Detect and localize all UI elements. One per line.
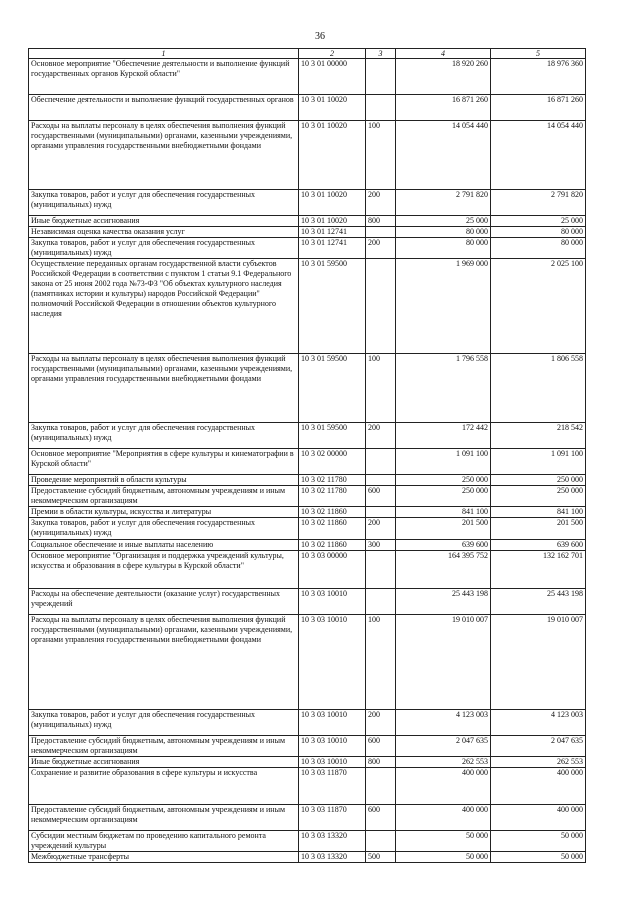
row-value-1: 2 047 635 [396,736,491,757]
row-expense-type: 600 [366,805,396,831]
row-code: 10 3 01 12741 [299,227,366,238]
row-name: Проведение мероприятий в области культуры [29,475,299,486]
row-expense-type [366,831,396,852]
table-row [29,540,586,551]
row-expense-type: 200 [366,238,396,259]
row-value-1: 172 442 [396,423,491,449]
page-number: 36 [315,31,325,42]
row-value-1: 14 054 440 [396,121,491,190]
row-expense-type [366,507,396,518]
row-value-2: 250 000 [491,475,586,486]
row-value-1: 50 000 [396,852,491,863]
row-value-1: 1 969 000 [396,259,491,354]
row-value-2: 2 025 100 [491,259,586,354]
row-expense-type: 100 [366,354,396,423]
row-name: Обеспечение деятельности и выполнение функций государственных органов [29,95,299,121]
row-expense-type: 800 [366,757,396,768]
table-row [29,354,586,423]
row-value-2: 25 443 198 [491,589,586,615]
row-name: Предоставление субсидий бюджетным, автономным учреждениям и иным некоммерческим организациям [29,486,299,507]
row-code: 10 3 03 10010 [299,757,366,768]
row-code: 10 3 02 11860 [299,518,366,540]
row-name: Социальное обеспечение и иные выплаты населению [29,540,299,551]
row-code: 10 3 01 00000 [299,59,366,95]
row-name: Субсидии местным бюджетам по проведению капитального ремонта учреждений культуры [29,831,299,852]
table-row [29,551,586,589]
row-name: Осуществление переданных органам государственной власти субъектов Российской Федерации в соответствии с пунктом 1 статьи 9.1 Федерального закона от 25 июня 2002 года №73-ФЗ "Об объектах культурного наследия (памятниках истории и культуры) народов Российской Федерации" полномочий Российской Федерации в отношении объектов культурного наследия [29,259,299,354]
row-expense-type: 600 [366,486,396,507]
row-value-2: 4 123 003 [491,710,586,736]
row-value-1: 400 000 [396,805,491,831]
table-row [29,736,586,757]
row-value-1: 1 796 558 [396,354,491,423]
row-expense-type [366,227,396,238]
row-value-1: 250 000 [396,486,491,507]
table-row [29,486,586,507]
row-code: 10 3 02 11780 [299,475,366,486]
row-value-1: 639 600 [396,540,491,551]
budget-table [28,48,586,863]
row-name: Независимая оценка качества оказания услуг [29,227,299,238]
row-code: 10 3 03 13320 [299,852,366,863]
table-row [29,831,586,852]
row-value-2: 132 162 701 [491,551,586,589]
row-value-2: 80 000 [491,238,586,259]
row-value-2: 639 600 [491,540,586,551]
row-value-2: 250 000 [491,486,586,507]
row-code: 10 3 03 10010 [299,710,366,736]
row-name: Иные бюджетные ассигнования [29,216,299,227]
row-value-2: 1 806 558 [491,354,586,423]
table-row [29,615,586,710]
row-value-2: 841 100 [491,507,586,518]
row-value-2: 218 542 [491,423,586,449]
row-code: 10 3 01 10020 [299,216,366,227]
row-expense-type: 200 [366,710,396,736]
row-code: 10 3 01 10020 [299,190,366,216]
row-name: Предоставление субсидий бюджетным, автономным учреждениям и иным некоммерческим организациям [29,736,299,757]
row-expense-type: 100 [366,121,396,190]
column-header-name: 1 [29,49,299,59]
table-row [29,227,586,238]
row-name: Расходы на обеспечение деятельности (оказание услуг) государственных учреждений [29,589,299,615]
table-row [29,768,586,805]
row-code: 10 3 01 10020 [299,121,366,190]
row-expense-type: 200 [366,423,396,449]
table-row [29,757,586,768]
row-value-1: 400 000 [396,768,491,805]
row-value-1: 1 091 100 [396,449,491,475]
row-value-1: 201 500 [396,518,491,540]
row-value-1: 80 000 [396,227,491,238]
table-row [29,216,586,227]
table-row [29,238,586,259]
row-value-2: 14 054 440 [491,121,586,190]
row-code: 10 3 01 59500 [299,423,366,449]
row-code: 10 3 01 10020 [299,95,366,121]
row-code: 10 3 03 11870 [299,805,366,831]
row-name: Межбюджетные трансферты [29,852,299,863]
row-name: Сохранение и развитие образования в сфере культуры и искусства [29,768,299,805]
row-value-1: 841 100 [396,507,491,518]
row-code: 10 3 03 10010 [299,589,366,615]
row-code: 10 3 02 11860 [299,540,366,551]
row-name: Премии в области культуры, искусства и литературы [29,507,299,518]
header-row [29,49,586,59]
table-row [29,449,586,475]
row-expense-type: 500 [366,852,396,863]
row-code: 10 3 03 13320 [299,831,366,852]
row-code: 10 3 01 59500 [299,354,366,423]
row-expense-type: 600 [366,736,396,757]
table-row [29,59,586,95]
row-value-1: 16 871 260 [396,95,491,121]
row-name: Предоставление субсидий бюджетным, автономным учреждениям и иным некоммерческим организациям [29,805,299,831]
row-value-1: 164 395 752 [396,551,491,589]
table-row [29,190,586,216]
table-row [29,805,586,831]
row-code: 10 3 03 10010 [299,615,366,710]
row-code: 10 3 02 11860 [299,507,366,518]
row-name: Расходы на выплаты персоналу в целях обеспечения выполнения функций государственными (муниципальными) органами, казенными учреждениями, органами управления государственными внебюджетными фондами [29,354,299,423]
row-name: Закупка товаров, работ и услуг для обеспечения государственных (муниципальных) нужд [29,710,299,736]
row-expense-type: 200 [366,518,396,540]
row-value-2: 2 047 635 [491,736,586,757]
row-value-2: 1 091 100 [491,449,586,475]
table-row [29,475,586,486]
row-name: Основное мероприятие "Организация и поддержка учреждений культуры, искусства и образования в сфере культуры в Курской области" [29,551,299,589]
row-code: 10 3 01 59500 [299,259,366,354]
row-expense-type [366,475,396,486]
row-name: Закупка товаров, работ и услуг для обеспечения государственных (муниципальных) нужд [29,238,299,259]
table-row [29,710,586,736]
row-value-2: 262 553 [491,757,586,768]
column-header-code: 2 [299,49,366,59]
row-name: Закупка товаров, работ и услуг для обеспечения государственных (муниципальных) нужд [29,190,299,216]
row-expense-type: 800 [366,216,396,227]
row-expense-type [366,449,396,475]
row-code: 10 3 03 11870 [299,768,366,805]
row-value-1: 19 010 007 [396,615,491,710]
row-value-1: 25 443 198 [396,589,491,615]
row-value-2: 80 000 [491,227,586,238]
row-expense-type [366,551,396,589]
table-row [29,518,586,540]
row-value-1: 50 000 [396,831,491,852]
row-expense-type [366,95,396,121]
row-value-1: 80 000 [396,238,491,259]
column-header-value-1: 4 [396,49,491,59]
row-value-1: 18 920 260 [396,59,491,95]
row-name: Основное мероприятие "Мероприятия в сфере культуры и кинематографии в Курской области" [29,449,299,475]
row-value-2: 50 000 [491,852,586,863]
row-expense-type [366,59,396,95]
row-value-2: 201 500 [491,518,586,540]
row-code: 10 3 02 00000 [299,449,366,475]
row-expense-type: 200 [366,190,396,216]
row-value-1: 2 791 820 [396,190,491,216]
table-row [29,95,586,121]
column-header-type: 3 [366,49,396,59]
row-value-1: 25 000 [396,216,491,227]
row-name: Закупка товаров, работ и услуг для обеспечения государственных (муниципальных) нужд [29,423,299,449]
row-value-2: 50 000 [491,831,586,852]
row-name: Расходы на выплаты персоналу в целях обеспечения выполнения функций государственными (муниципальными) органами, казенными учреждениями, органами управления государственными внебюджетными фондами [29,615,299,710]
row-expense-type: 100 [366,615,396,710]
row-value-2: 19 010 007 [491,615,586,710]
row-expense-type: 300 [366,540,396,551]
row-value-1: 262 553 [396,757,491,768]
row-expense-type [366,589,396,615]
row-name: Закупка товаров, работ и услуг для обеспечения государственных (муниципальных) нужд [29,518,299,540]
table-row [29,507,586,518]
row-code: 10 3 02 11780 [299,486,366,507]
row-value-2: 25 000 [491,216,586,227]
row-value-2: 400 000 [491,768,586,805]
row-value-2: 16 871 260 [491,95,586,121]
row-value-1: 4 123 003 [396,710,491,736]
table-row [29,852,586,863]
table-row [29,121,586,190]
row-name: Расходы на выплаты персоналу в целях обеспечения выполнения функций государственными (муниципальными) органами, казенными учреждениями, органами управления государственными внебюджетными фондами [29,121,299,190]
row-value-2: 400 000 [491,805,586,831]
row-code: 10 3 03 00000 [299,551,366,589]
row-name: Основное мероприятие "Обеспечение деятельности и выполнение функций государственных органов Курской области" [29,59,299,95]
row-value-2: 2 791 820 [491,190,586,216]
row-code: 10 3 01 12741 [299,238,366,259]
row-expense-type [366,259,396,354]
column-header-value-2: 5 [491,49,586,59]
table-row [29,589,586,615]
table-row [29,423,586,449]
row-value-1: 250 000 [396,475,491,486]
row-code: 10 3 03 10010 [299,736,366,757]
table-row [29,259,586,354]
row-name: Иные бюджетные ассигнования [29,757,299,768]
row-expense-type [366,768,396,805]
row-value-2: 18 976 360 [491,59,586,95]
